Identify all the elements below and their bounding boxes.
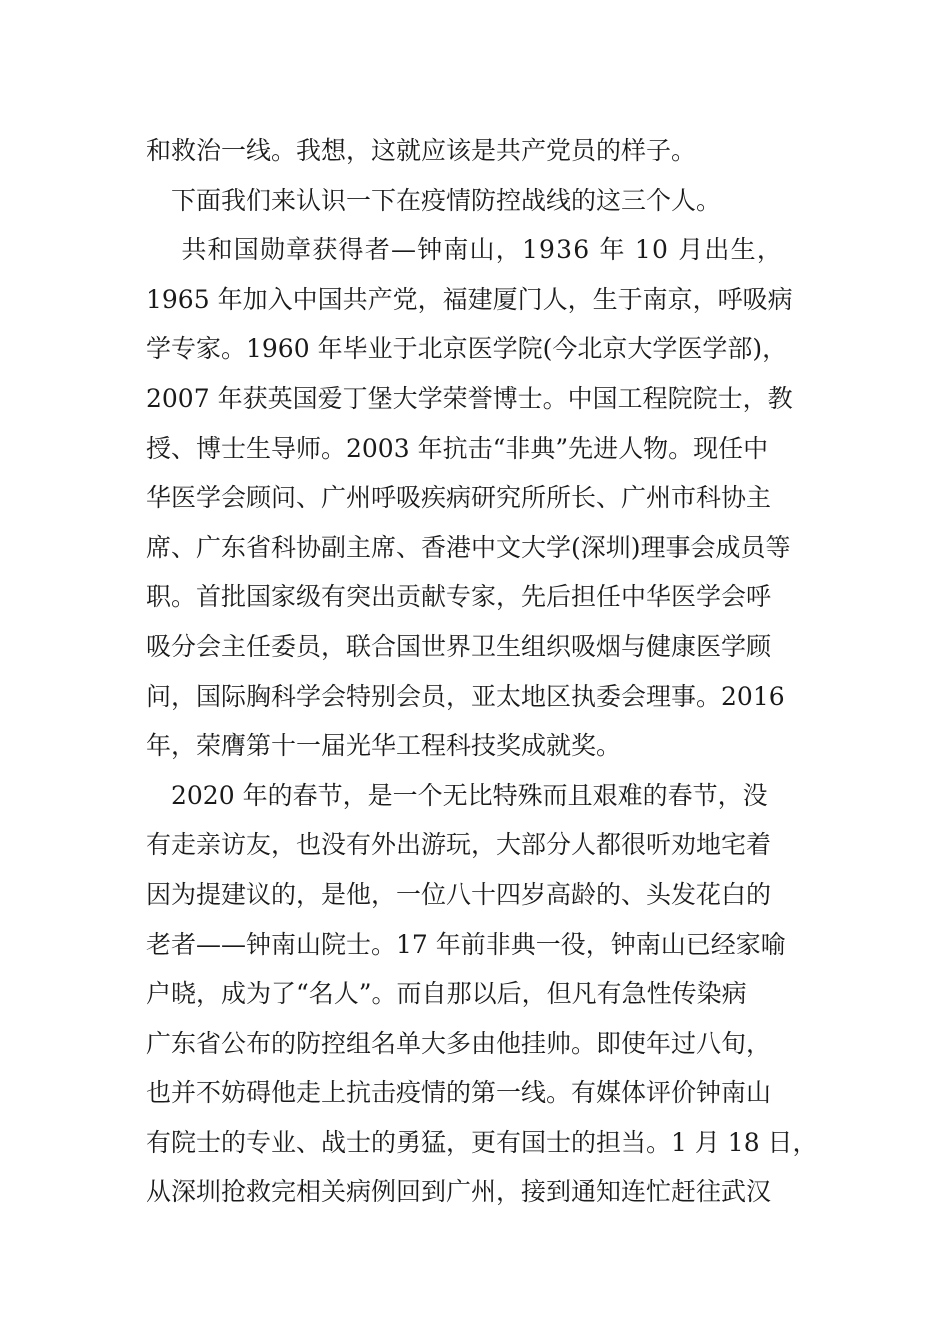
text-line: 2020 年的春节，是一个无比特殊而且艰难的春节，没 — [146, 780, 768, 810]
text-line: 问，国际胸科学会特别会员，亚太地区执委会理事。2016 — [146, 681, 785, 711]
text-line: 吸分会主任委员，联合国世界卫生组织吸烟与健康医学顾 — [146, 631, 772, 661]
text-line: 因为提建议的，是他，一位八十四岁高龄的、头发花白的 — [146, 879, 772, 909]
text-line: 华医学会顾问、广州呼吸疾病研究所所长、广州市科协主 — [146, 483, 772, 513]
text-line: 职。首批国家级有突出贡献专家，先后担任中华医学会呼 — [146, 582, 772, 612]
text-line: 年，荣膺第十一届光华工程科技奖成就奖。 — [146, 731, 622, 761]
text-line: 2007 年获英国爱丁堡大学荣誉博士。中国工程院院士，教 — [146, 383, 793, 413]
text-line: 授、博士生导师。2003 年抗击“非典”先进人物。现任中 — [146, 433, 769, 463]
text-line: 有走亲访友，也没有外出游玩，大部分人都很听劝地宅着 — [146, 830, 772, 860]
text-line: 从深圳抢救完相关病例回到广州，接到通知连忙赶往武汉 — [146, 1177, 772, 1207]
text-line: 共和国勋章获得者—钟南山，1936 年 10 月出生， — [146, 235, 784, 265]
text-line: 下面我们来认识一下在疫情防控战线的这三个人。 — [146, 185, 722, 215]
text-line: 学专家。1960 年毕业于北京医学院(今北京大学医学部)， — [146, 334, 788, 364]
text-line: 户晓，成为了“名人”。而自那以后，但凡有急性传染病 — [146, 979, 747, 1009]
text-line: 老者——钟南山院士。17 年前非典一役，钟南山已经家喻 — [146, 929, 786, 959]
text-line: 和救治一线。我想，这就应该是共产党员的样子。 — [146, 136, 697, 165]
text-line: 有院士的专业、战士的勇猛，更有国士的担当。1 月 18 日， — [146, 1127, 818, 1157]
text-line: 广东省公布的防控组名单大多由他挂帅。即使年过八旬， — [146, 1028, 772, 1058]
text-line: 1965 年加入中国共产党，福建厦门人，生于南京，呼吸病 — [146, 284, 793, 314]
text-line: 也并不妨碍他走上抗击疫情的第一线。有媒体评价钟南山 — [146, 1078, 772, 1108]
document-body — [146, 126, 826, 1217]
text-line: 席、广东省科协副主席、香港中文大学(深圳)理事会成员等 — [146, 532, 791, 562]
